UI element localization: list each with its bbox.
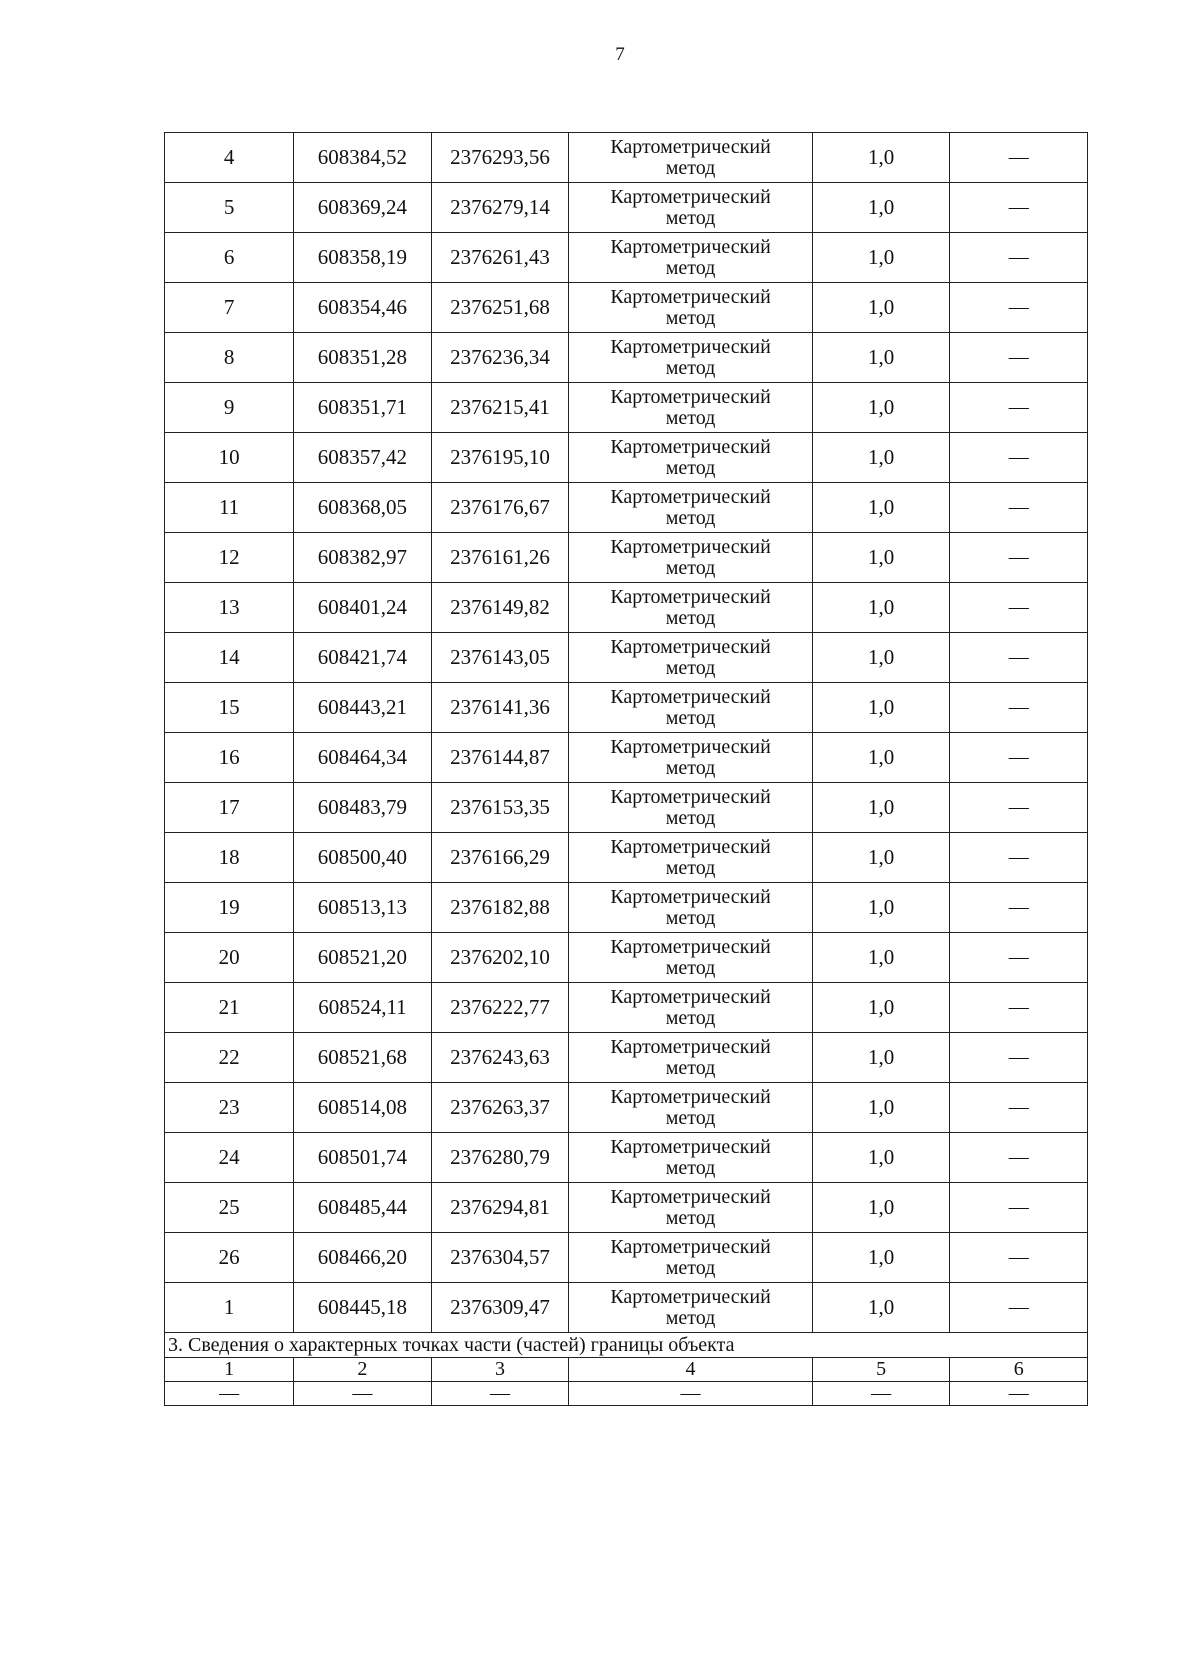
note-cell: — xyxy=(950,183,1088,233)
method-cell xyxy=(569,1033,813,1083)
y-coordinate-cell: 2376195,10 xyxy=(431,433,569,483)
y-coordinate-cell: 2376309,47 xyxy=(431,1283,569,1333)
method-line-1: Картометрический xyxy=(610,1135,771,1158)
note-cell: — xyxy=(950,333,1088,383)
x-coordinate-cell: 608358,19 xyxy=(294,233,432,283)
accuracy-cell: 1,0 xyxy=(812,533,950,583)
method-line-2: метод xyxy=(665,456,716,479)
method-cell xyxy=(569,483,813,533)
method-line-2: метод xyxy=(665,206,716,229)
note-cell: — xyxy=(950,583,1088,633)
method-cell xyxy=(569,533,813,583)
empty-values-row xyxy=(165,1382,1088,1406)
column-number-cell: 6 xyxy=(950,1358,1088,1382)
accuracy-cell: 1,0 xyxy=(812,383,950,433)
table-row xyxy=(165,1033,1088,1083)
accuracy-cell: 1,0 xyxy=(812,1133,950,1183)
note-cell: — xyxy=(950,783,1088,833)
column-number-cell: 4 xyxy=(569,1358,813,1382)
method-cell xyxy=(569,333,813,383)
empty-value-cell: — xyxy=(950,1382,1088,1406)
method-cell xyxy=(569,1133,813,1183)
table-row xyxy=(165,983,1088,1033)
method-cell xyxy=(569,983,813,1033)
method-line-1: Картометрический xyxy=(610,735,771,758)
note-cell: — xyxy=(950,483,1088,533)
note-cell: — xyxy=(950,1183,1088,1233)
accuracy-cell: 1,0 xyxy=(812,133,950,183)
note-cell: — xyxy=(950,633,1088,683)
method-cell xyxy=(569,883,813,933)
table-row xyxy=(165,533,1088,583)
section-3-row xyxy=(165,1333,1088,1358)
accuracy-cell: 1,0 xyxy=(812,283,950,333)
method-line-1: Картометрический xyxy=(610,1285,771,1308)
y-coordinate-cell: 2376293,56 xyxy=(431,133,569,183)
y-coordinate-cell: 2376215,41 xyxy=(431,383,569,433)
accuracy-cell: 1,0 xyxy=(812,1283,950,1333)
method-line-2: метод xyxy=(665,806,716,829)
point-number-cell: 17 xyxy=(165,783,294,833)
y-coordinate-cell: 2376222,77 xyxy=(431,983,569,1033)
y-coordinate-cell: 2376176,67 xyxy=(431,483,569,533)
method-line-1: Картометрический xyxy=(610,285,771,308)
y-coordinate-cell: 2376279,14 xyxy=(431,183,569,233)
table-row xyxy=(165,683,1088,733)
x-coordinate-cell: 608483,79 xyxy=(294,783,432,833)
y-coordinate-cell: 2376182,88 xyxy=(431,883,569,933)
method-cell xyxy=(569,383,813,433)
x-coordinate-cell: 608524,11 xyxy=(294,983,432,1033)
point-number-cell: 15 xyxy=(165,683,294,733)
method-cell xyxy=(569,783,813,833)
method-line-2: метод xyxy=(665,1056,716,1079)
accuracy-cell: 1,0 xyxy=(812,1083,950,1133)
method-line-1: Картометрический xyxy=(610,585,771,608)
table-row xyxy=(165,1183,1088,1233)
method-line-2: метод xyxy=(665,306,716,329)
method-line-1: Картометрический xyxy=(610,985,771,1008)
y-coordinate-cell: 2376294,81 xyxy=(431,1183,569,1233)
method-line-1: Картометрический xyxy=(610,685,771,708)
table-row xyxy=(165,383,1088,433)
method-line-2: метод xyxy=(665,1006,716,1029)
method-cell xyxy=(569,733,813,783)
method-cell xyxy=(569,933,813,983)
method-line-1: Картометрический xyxy=(610,235,771,258)
y-coordinate-cell: 2376236,34 xyxy=(431,333,569,383)
method-cell xyxy=(569,1283,813,1333)
point-number-cell: 11 xyxy=(165,483,294,533)
method-line-1: Картометрический xyxy=(610,635,771,658)
y-coordinate-cell: 2376280,79 xyxy=(431,1133,569,1183)
table-row xyxy=(165,933,1088,983)
method-line-1: Картометрический xyxy=(610,885,771,908)
method-line-2: метод xyxy=(665,756,716,779)
accuracy-cell: 1,0 xyxy=(812,583,950,633)
x-coordinate-cell: 608384,52 xyxy=(294,133,432,183)
x-coordinate-cell: 608401,24 xyxy=(294,583,432,633)
point-number-cell: 21 xyxy=(165,983,294,1033)
empty-value-cell: — xyxy=(812,1382,950,1406)
table-row xyxy=(165,433,1088,483)
note-cell: — xyxy=(950,883,1088,933)
method-cell xyxy=(569,283,813,333)
column-numbers-row xyxy=(165,1358,1088,1382)
table-row xyxy=(165,1233,1088,1283)
page-number: 7 xyxy=(615,44,625,65)
y-coordinate-cell: 2376261,43 xyxy=(431,233,569,283)
method-line-2: метод xyxy=(665,1306,716,1329)
note-cell: — xyxy=(950,1133,1088,1183)
point-number-cell: 18 xyxy=(165,833,294,883)
accuracy-cell: 1,0 xyxy=(812,833,950,883)
point-number-cell: 4 xyxy=(165,133,294,183)
x-coordinate-cell: 608369,24 xyxy=(294,183,432,233)
point-number-cell: 12 xyxy=(165,533,294,583)
section-3-title: 3. Сведения о характерных точках части (частей) границы объекта xyxy=(165,1333,1088,1358)
note-cell: — xyxy=(950,933,1088,983)
y-coordinate-cell: 2376243,63 xyxy=(431,1033,569,1083)
x-coordinate-cell: 608521,20 xyxy=(294,933,432,983)
x-coordinate-cell: 608351,28 xyxy=(294,333,432,383)
table-row xyxy=(165,283,1088,333)
accuracy-cell: 1,0 xyxy=(812,333,950,383)
table-row xyxy=(165,483,1088,533)
table-row xyxy=(165,1283,1088,1333)
table-row xyxy=(165,233,1088,283)
method-cell xyxy=(569,433,813,483)
method-line-2: метод xyxy=(665,606,716,629)
method-cell xyxy=(569,683,813,733)
accuracy-cell: 1,0 xyxy=(812,733,950,783)
point-number-cell: 24 xyxy=(165,1133,294,1183)
method-line-2: метод xyxy=(665,956,716,979)
y-coordinate-cell: 2376251,68 xyxy=(431,283,569,333)
x-coordinate-cell: 608485,44 xyxy=(294,1183,432,1233)
method-line-2: метод xyxy=(665,156,716,179)
point-number-cell: 14 xyxy=(165,633,294,683)
method-line-1: Картометрический xyxy=(610,335,771,358)
column-number-cell: 2 xyxy=(294,1358,432,1382)
y-coordinate-cell: 2376143,05 xyxy=(431,633,569,683)
x-coordinate-cell: 608521,68 xyxy=(294,1033,432,1083)
note-cell: — xyxy=(950,1283,1088,1333)
x-coordinate-cell: 608501,74 xyxy=(294,1133,432,1183)
y-coordinate-cell: 2376144,87 xyxy=(431,733,569,783)
coordinates-table xyxy=(164,132,1088,1406)
point-number-cell: 19 xyxy=(165,883,294,933)
accuracy-cell: 1,0 xyxy=(812,683,950,733)
method-line-2: метод xyxy=(665,406,716,429)
note-cell: — xyxy=(950,533,1088,583)
method-cell xyxy=(569,583,813,633)
column-number-cell: 1 xyxy=(165,1358,294,1382)
table-row xyxy=(165,733,1088,783)
y-coordinate-cell: 2376141,36 xyxy=(431,683,569,733)
point-number-cell: 16 xyxy=(165,733,294,783)
method-line-1: Картометрический xyxy=(610,535,771,558)
empty-value-cell: — xyxy=(294,1382,432,1406)
coordinates-table-body xyxy=(165,133,1088,1406)
y-coordinate-cell: 2376161,26 xyxy=(431,533,569,583)
point-number-cell: 1 xyxy=(165,1283,294,1333)
method-line-1: Картометрический xyxy=(610,1085,771,1108)
table-row xyxy=(165,783,1088,833)
method-line-1: Картометрический xyxy=(610,1235,771,1258)
point-number-cell: 26 xyxy=(165,1233,294,1283)
method-line-2: метод xyxy=(665,256,716,279)
method-line-2: метод xyxy=(665,856,716,879)
method-cell xyxy=(569,183,813,233)
x-coordinate-cell: 608443,21 xyxy=(294,683,432,733)
accuracy-cell: 1,0 xyxy=(812,433,950,483)
table-row xyxy=(165,1133,1088,1183)
method-line-2: метод xyxy=(665,1106,716,1129)
method-line-2: метод xyxy=(665,556,716,579)
x-coordinate-cell: 608421,74 xyxy=(294,633,432,683)
point-number-cell: 7 xyxy=(165,283,294,333)
note-cell: — xyxy=(950,433,1088,483)
method-line-2: метод xyxy=(665,1256,716,1279)
empty-value-cell: — xyxy=(569,1382,813,1406)
method-line-1: Картометрический xyxy=(610,185,771,208)
method-line-1: Картометрический xyxy=(610,1185,771,1208)
table-row xyxy=(165,333,1088,383)
method-cell xyxy=(569,233,813,283)
method-line-2: метод xyxy=(665,706,716,729)
point-number-cell: 13 xyxy=(165,583,294,633)
method-line-1: Картометрический xyxy=(610,135,771,158)
table-row xyxy=(165,633,1088,683)
accuracy-cell: 1,0 xyxy=(812,983,950,1033)
accuracy-cell: 1,0 xyxy=(812,183,950,233)
method-line-1: Картометрический xyxy=(610,1035,771,1058)
table-row xyxy=(165,183,1088,233)
table-row xyxy=(165,583,1088,633)
y-coordinate-cell: 2376263,37 xyxy=(431,1083,569,1133)
x-coordinate-cell: 608445,18 xyxy=(294,1283,432,1333)
note-cell: — xyxy=(950,283,1088,333)
method-line-2: метод xyxy=(665,1206,716,1229)
x-coordinate-cell: 608382,97 xyxy=(294,533,432,583)
table-row xyxy=(165,883,1088,933)
method-line-1: Картометрический xyxy=(610,935,771,958)
method-cell xyxy=(569,1183,813,1233)
note-cell: — xyxy=(950,983,1088,1033)
point-number-cell: 25 xyxy=(165,1183,294,1233)
y-coordinate-cell: 2376202,10 xyxy=(431,933,569,983)
point-number-cell: 23 xyxy=(165,1083,294,1133)
y-coordinate-cell: 2376153,35 xyxy=(431,783,569,833)
point-number-cell: 5 xyxy=(165,183,294,233)
accuracy-cell: 1,0 xyxy=(812,1033,950,1083)
accuracy-cell: 1,0 xyxy=(812,633,950,683)
x-coordinate-cell: 608354,46 xyxy=(294,283,432,333)
accuracy-cell: 1,0 xyxy=(812,233,950,283)
point-number-cell: 9 xyxy=(165,383,294,433)
method-line-2: метод xyxy=(665,1156,716,1179)
method-cell xyxy=(569,133,813,183)
method-line-1: Картометрический xyxy=(610,835,771,858)
note-cell: — xyxy=(950,683,1088,733)
point-number-cell: 20 xyxy=(165,933,294,983)
method-line-2: метод xyxy=(665,506,716,529)
point-number-cell: 22 xyxy=(165,1033,294,1083)
method-line-2: метод xyxy=(665,906,716,929)
point-number-cell: 8 xyxy=(165,333,294,383)
accuracy-cell: 1,0 xyxy=(812,933,950,983)
note-cell: — xyxy=(950,733,1088,783)
accuracy-cell: 1,0 xyxy=(812,783,950,833)
accuracy-cell: 1,0 xyxy=(812,1183,950,1233)
y-coordinate-cell: 2376166,29 xyxy=(431,833,569,883)
x-coordinate-cell: 608464,34 xyxy=(294,733,432,783)
x-coordinate-cell: 608351,71 xyxy=(294,383,432,433)
x-coordinate-cell: 608514,08 xyxy=(294,1083,432,1133)
note-cell: — xyxy=(950,133,1088,183)
table-row xyxy=(165,1083,1088,1133)
x-coordinate-cell: 608368,05 xyxy=(294,483,432,533)
x-coordinate-cell: 608357,42 xyxy=(294,433,432,483)
method-line-1: Картометрический xyxy=(610,435,771,458)
method-cell xyxy=(569,1083,813,1133)
y-coordinate-cell: 2376149,82 xyxy=(431,583,569,633)
x-coordinate-cell: 608513,13 xyxy=(294,883,432,933)
accuracy-cell: 1,0 xyxy=(812,883,950,933)
note-cell: — xyxy=(950,1083,1088,1133)
point-number-cell: 10 xyxy=(165,433,294,483)
method-cell xyxy=(569,833,813,883)
method-line-2: метод xyxy=(665,656,716,679)
table-row xyxy=(165,833,1088,883)
column-number-cell: 5 xyxy=(812,1358,950,1382)
empty-value-cell: — xyxy=(431,1382,569,1406)
note-cell: — xyxy=(950,833,1088,883)
method-line-1: Картометрический xyxy=(610,385,771,408)
accuracy-cell: 1,0 xyxy=(812,1233,950,1283)
method-line-2: метод xyxy=(665,356,716,379)
note-cell: — xyxy=(950,383,1088,433)
table-row xyxy=(165,133,1088,183)
y-coordinate-cell: 2376304,57 xyxy=(431,1233,569,1283)
method-line-1: Картометрический xyxy=(610,785,771,808)
method-cell xyxy=(569,633,813,683)
method-cell xyxy=(569,1233,813,1283)
note-cell: — xyxy=(950,1033,1088,1083)
note-cell: — xyxy=(950,1233,1088,1283)
method-line-1: Картометрический xyxy=(610,485,771,508)
x-coordinate-cell: 608466,20 xyxy=(294,1233,432,1283)
accuracy-cell: 1,0 xyxy=(812,483,950,533)
column-number-cell: 3 xyxy=(431,1358,569,1382)
empty-value-cell: — xyxy=(165,1382,294,1406)
x-coordinate-cell: 608500,40 xyxy=(294,833,432,883)
note-cell: — xyxy=(950,233,1088,283)
point-number-cell: 6 xyxy=(165,233,294,283)
